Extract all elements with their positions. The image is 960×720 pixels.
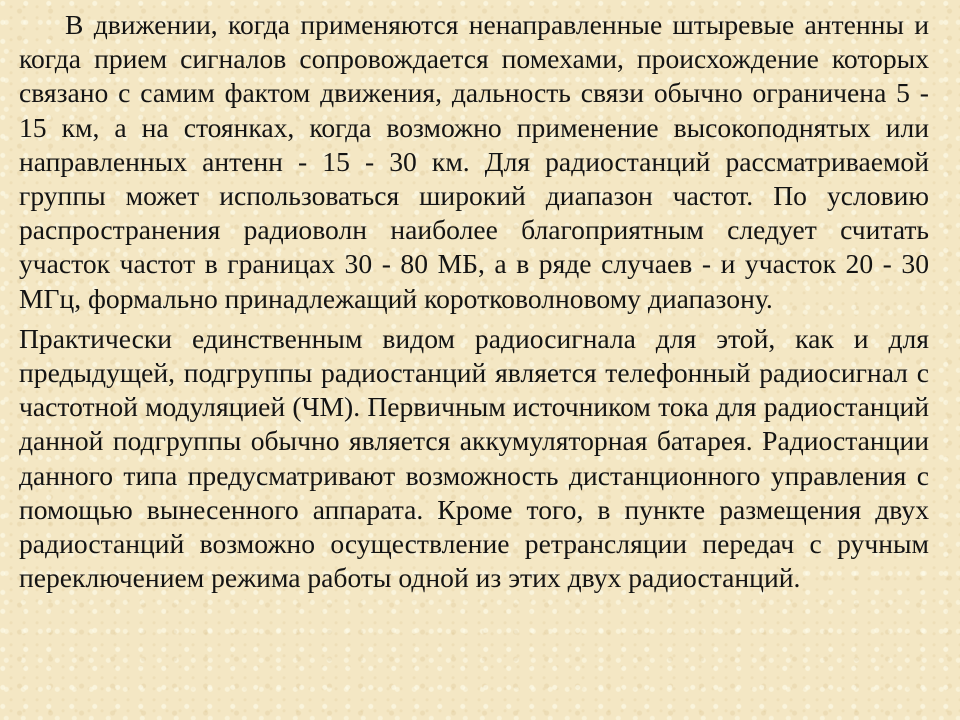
paragraph-radiosignal-power: Практически единственным видом радиосигнала для этой, как и для предыдущей, подгруппы радиостанций является телефонный радиосигнал с частотной модуляцией (ЧМ). Первичным источником тока для радиостанций данной подгруппы обычно является аккумуляторная батарея. Радиостанции данного типа предусматривают возможность дистанционного управления с помощью вынесенного аппарата. Кроме того, в пункте размещения двух радиостанций возможно осуществление ретрансляции передач с ручным переключением режима работы одной из этих двух радиостанций. xyxy=(19,322,929,594)
paragraph-movement-range: В движении, когда применяются ненаправленные штыревые антенны и когда прием сигналов сопровождается помехами, происхождение которых связано с самим фактом движения, дальность связи обычно ограничена 5 - 15 км, а на стоянках, когда возможно применение высокоподнятых или направленных антенн - 15 - 30 км. Для радиостанций рассматриваемой группы может использоваться широкий диапазон частот. По условию распространения радиоволн наиболее благоприятным следует считать участок частот в границах 30 - 80 МБ, а в ряде случаев - и участок 20 - 30 МГц, формально принадлежащий коротковолновому диапазону. xyxy=(19,9,929,314)
slide-text-body xyxy=(19,8,929,713)
